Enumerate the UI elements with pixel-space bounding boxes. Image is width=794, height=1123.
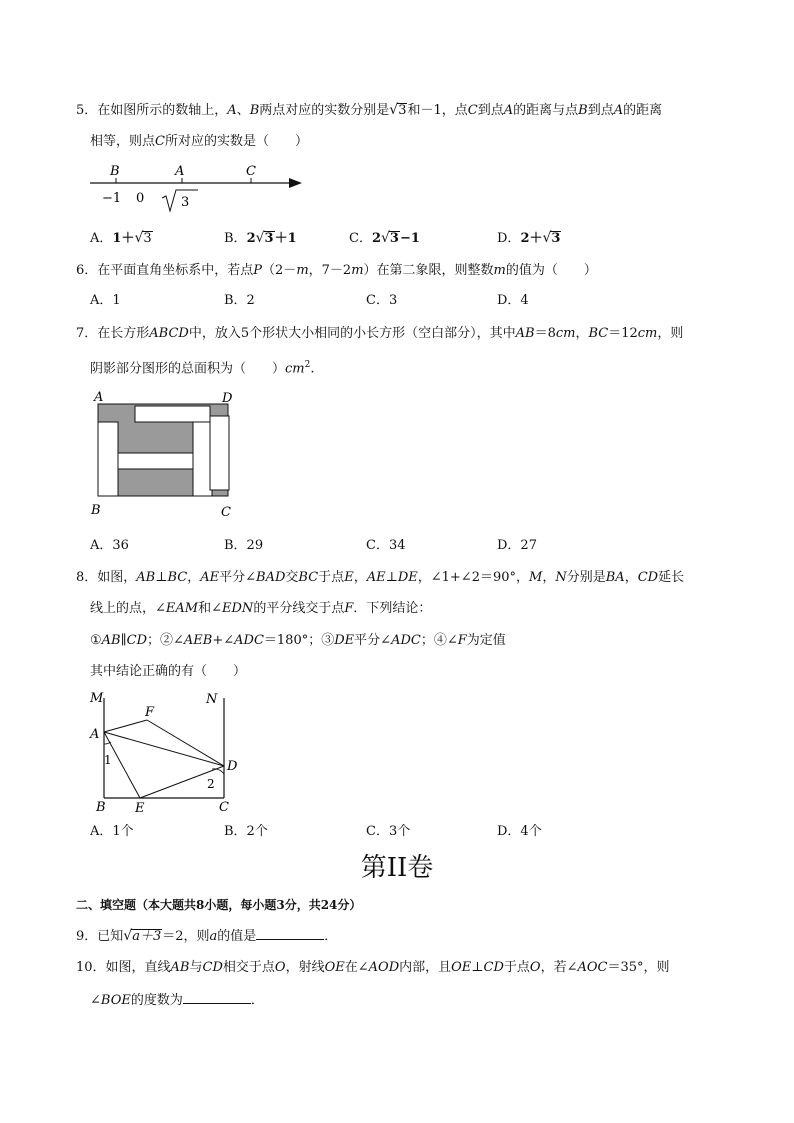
q5-option-d: D．2＋√3 (497, 230, 561, 246)
svg-text:D: D (227, 759, 238, 774)
q8-option-a: A．1个 (90, 824, 134, 839)
q5-line1: 5．在如图所示的数轴上，A、B两点对应的实数分别是√3和－1，点C到点A的距离与点B到点A的距离 (76, 102, 663, 118)
q8-line4: 其中结论正确的有（ ） (90, 664, 247, 679)
svg-text:C: C (219, 800, 229, 815)
svg-text:M: M (90, 691, 104, 706)
q5-option-a: A．1＋√3 (90, 230, 152, 246)
q7-line2: 阴影部分图形的总面积为（ ）$cm^2$. (90, 360, 315, 377)
q10-line1: 10．如图，直线AB与CD相交于点O，射线OE在∠AOD内部，且OE⊥CD于点O，若∠AOC＝35°，则 (76, 960, 670, 975)
q6-stem: 6．在平面直角坐标系中，若点P（2－m，7－2m）在第二象限，则整数m的值为（ ） (76, 263, 597, 278)
svg-text:N: N (206, 692, 218, 707)
number-line-arrow (289, 178, 302, 188)
small-rect-left (98, 422, 118, 496)
svg-text:B: B (91, 503, 101, 518)
small-rect-right2 (210, 416, 229, 490)
svg-text:F: F (145, 705, 155, 720)
part-heading: 第II卷 (360, 853, 434, 883)
q9-stem: 9．已知√a＋3＝2，则a的值是 ． (76, 928, 338, 944)
sqrt-sign (162, 190, 198, 211)
q6-option-d: D．4 (497, 293, 529, 308)
small-rect-right1 (193, 422, 212, 496)
q8-option-b: B．2个 (224, 824, 268, 839)
tick-neg1: −1 (102, 191, 122, 206)
axis-label-A: A (175, 164, 185, 179)
q8-line2: 线上的点，∠EAM和∠EDN的平分线交于点F．下列结论： (90, 601, 432, 616)
q7-option-b: B．29 (224, 538, 264, 553)
q5-option-c: C．2√3−1 (349, 230, 420, 246)
geometry-figure (84, 686, 250, 818)
axis-label-B: B (110, 164, 120, 179)
svg-text:1: 1 (104, 753, 112, 767)
q7-option-c: C．34 (366, 538, 406, 553)
q8-line1: 8．如图，AB⊥BC，AE平分∠BAD交BC于点E，AE⊥DE，∠1+∠2＝90°，M，N分别是BA，CD延长 (76, 570, 685, 585)
q7-line1: 7．在长方形ABCD中，放入5个形状大小相同的小长方形（空白部分），其中AB＝8cm，BC＝12cm，则 (76, 326, 684, 341)
section-title: 二、填空题（本大题共8小题，每小题3分，共24分） (76, 898, 362, 912)
q9-answer-blank[interactable] (256, 927, 324, 940)
svg-text:2: 2 (207, 777, 215, 791)
q8-option-c: C．3个 (366, 824, 411, 839)
q5-option-b: B．2√3＋1 (224, 230, 297, 246)
svg-text:E: E (135, 801, 145, 816)
q5-line2: 相等，则点C所对应的实数是（ ） (90, 134, 308, 149)
rectangle-figure (88, 386, 248, 524)
q8-option-d: D．4个 (497, 824, 542, 839)
tick-sqrt3: 3 (181, 195, 190, 210)
q10-line2: ∠BOE的度数为 ． (90, 993, 264, 1008)
svg-text:A: A (90, 727, 100, 742)
axis-label-C: C (246, 164, 256, 179)
svg-text:A: A (94, 390, 104, 405)
q7-option-a: A．36 (90, 538, 129, 553)
q6-option-c: C．3 (366, 293, 398, 308)
svg-text:B: B (96, 800, 106, 815)
q10-answer-blank[interactable] (183, 991, 251, 1004)
q6-option-a: A．1 (90, 293, 121, 308)
q8-line3: ①AB∥CD；②∠AEB+∠ADC＝180°；③DE平分∠ADC；④∠F为定值 (90, 633, 506, 648)
small-rect-top (135, 406, 210, 422)
q7-option-d: D．27 (497, 538, 537, 553)
small-rect-middle (118, 453, 193, 469)
number-line-figure (86, 160, 316, 216)
svg-text:C: C (221, 505, 231, 520)
q6-option-b: B．2 (224, 293, 255, 308)
tick-0: 0 (136, 191, 145, 206)
svg-text:D: D (222, 391, 233, 406)
